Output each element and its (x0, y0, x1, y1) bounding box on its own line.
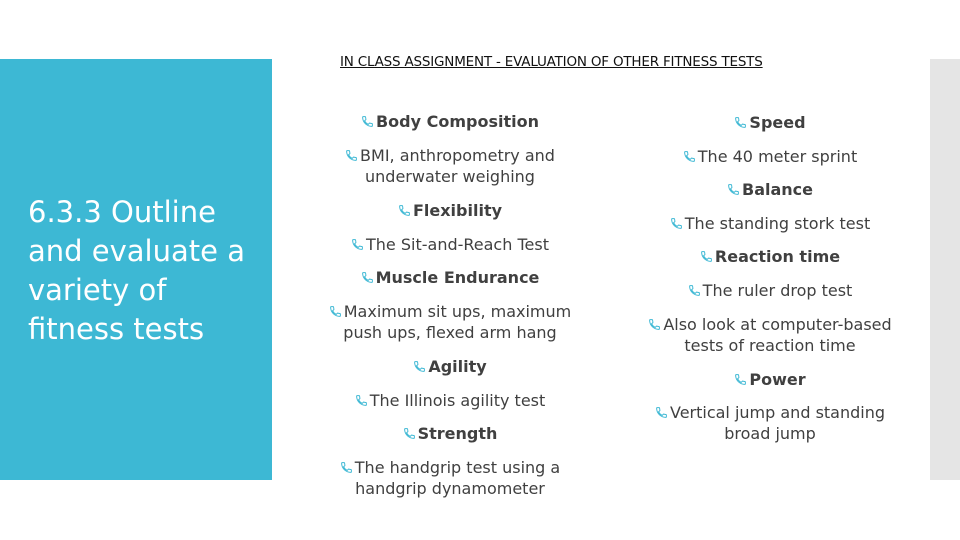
list-item-text: Reaction time (714, 247, 841, 266)
list-item-text: Strength (417, 424, 498, 443)
list-item (290, 457, 610, 499)
list-item-text: Also look at computer-based tests of reaction time (663, 315, 892, 355)
list-item (290, 267, 610, 288)
list-item-text: Muscle Endurance (375, 268, 540, 287)
list-item (610, 246, 930, 267)
list-item (610, 179, 930, 200)
phone-handset-icon (361, 271, 374, 284)
list-item-text: Body Composition (375, 112, 539, 131)
list-item (290, 111, 610, 132)
phone-handset-icon (351, 238, 364, 251)
phone-handset-icon (727, 183, 740, 196)
list-item (610, 280, 930, 301)
slide-title: 6.3.3 Outline and evaluate a variety of fitness tests (28, 195, 245, 346)
phone-handset-icon (734, 116, 747, 129)
phone-handset-icon (361, 115, 374, 128)
phone-handset-icon (398, 204, 411, 217)
list-item (610, 314, 930, 356)
list-item (610, 402, 930, 444)
list-item-text: The Illinois agility test (369, 391, 546, 410)
list-item (290, 200, 610, 221)
phone-handset-icon (340, 461, 353, 474)
list-item (290, 234, 610, 255)
list-item-text: The standing stork test (684, 214, 871, 233)
phone-handset-icon (700, 250, 713, 263)
list-item-text: BMI, anthropometry and underwater weighing (360, 146, 555, 186)
list-item (610, 112, 930, 133)
assignment-heading: IN CLASS ASSIGNMENT - EVALUATION OF OTHER FITNESS TESTS (340, 54, 763, 70)
list-item-text: Agility (428, 357, 487, 376)
phone-handset-icon (734, 373, 747, 386)
list-item-text: Balance (742, 180, 813, 199)
list-item (290, 356, 610, 377)
phone-handset-icon (688, 284, 701, 297)
list-item-text: The ruler drop test (702, 281, 853, 300)
list-item-text: The Sit-and-Reach Test (366, 235, 549, 254)
phone-handset-icon (670, 217, 683, 230)
list-item (290, 423, 610, 444)
phone-handset-icon (329, 305, 342, 318)
list-item (290, 145, 610, 187)
phone-handset-icon (403, 427, 416, 440)
side-bar (930, 59, 960, 480)
list-item (290, 301, 610, 343)
list-item-text: Maximum sit ups, maximum push ups, flexed arm hang (343, 302, 572, 342)
list-item (610, 369, 930, 390)
list-item-text: Vertical jump and standing broad jump (669, 403, 886, 443)
phone-handset-icon (355, 394, 368, 407)
list-item (290, 390, 610, 411)
phone-handset-icon (655, 406, 668, 419)
list-item-text: Flexibility (412, 201, 503, 220)
list-item (610, 146, 930, 167)
list-item-text: The handgrip test using a handgrip dynamometer (354, 458, 561, 498)
list-item (610, 213, 930, 234)
list-item-text: Power (749, 370, 806, 389)
phone-handset-icon (345, 149, 358, 162)
list-item-text: Speed (749, 113, 806, 132)
phone-handset-icon (413, 360, 426, 373)
list-item-text: The 40 meter sprint (697, 147, 858, 166)
phone-handset-icon (683, 150, 696, 163)
phone-handset-icon (648, 318, 661, 331)
